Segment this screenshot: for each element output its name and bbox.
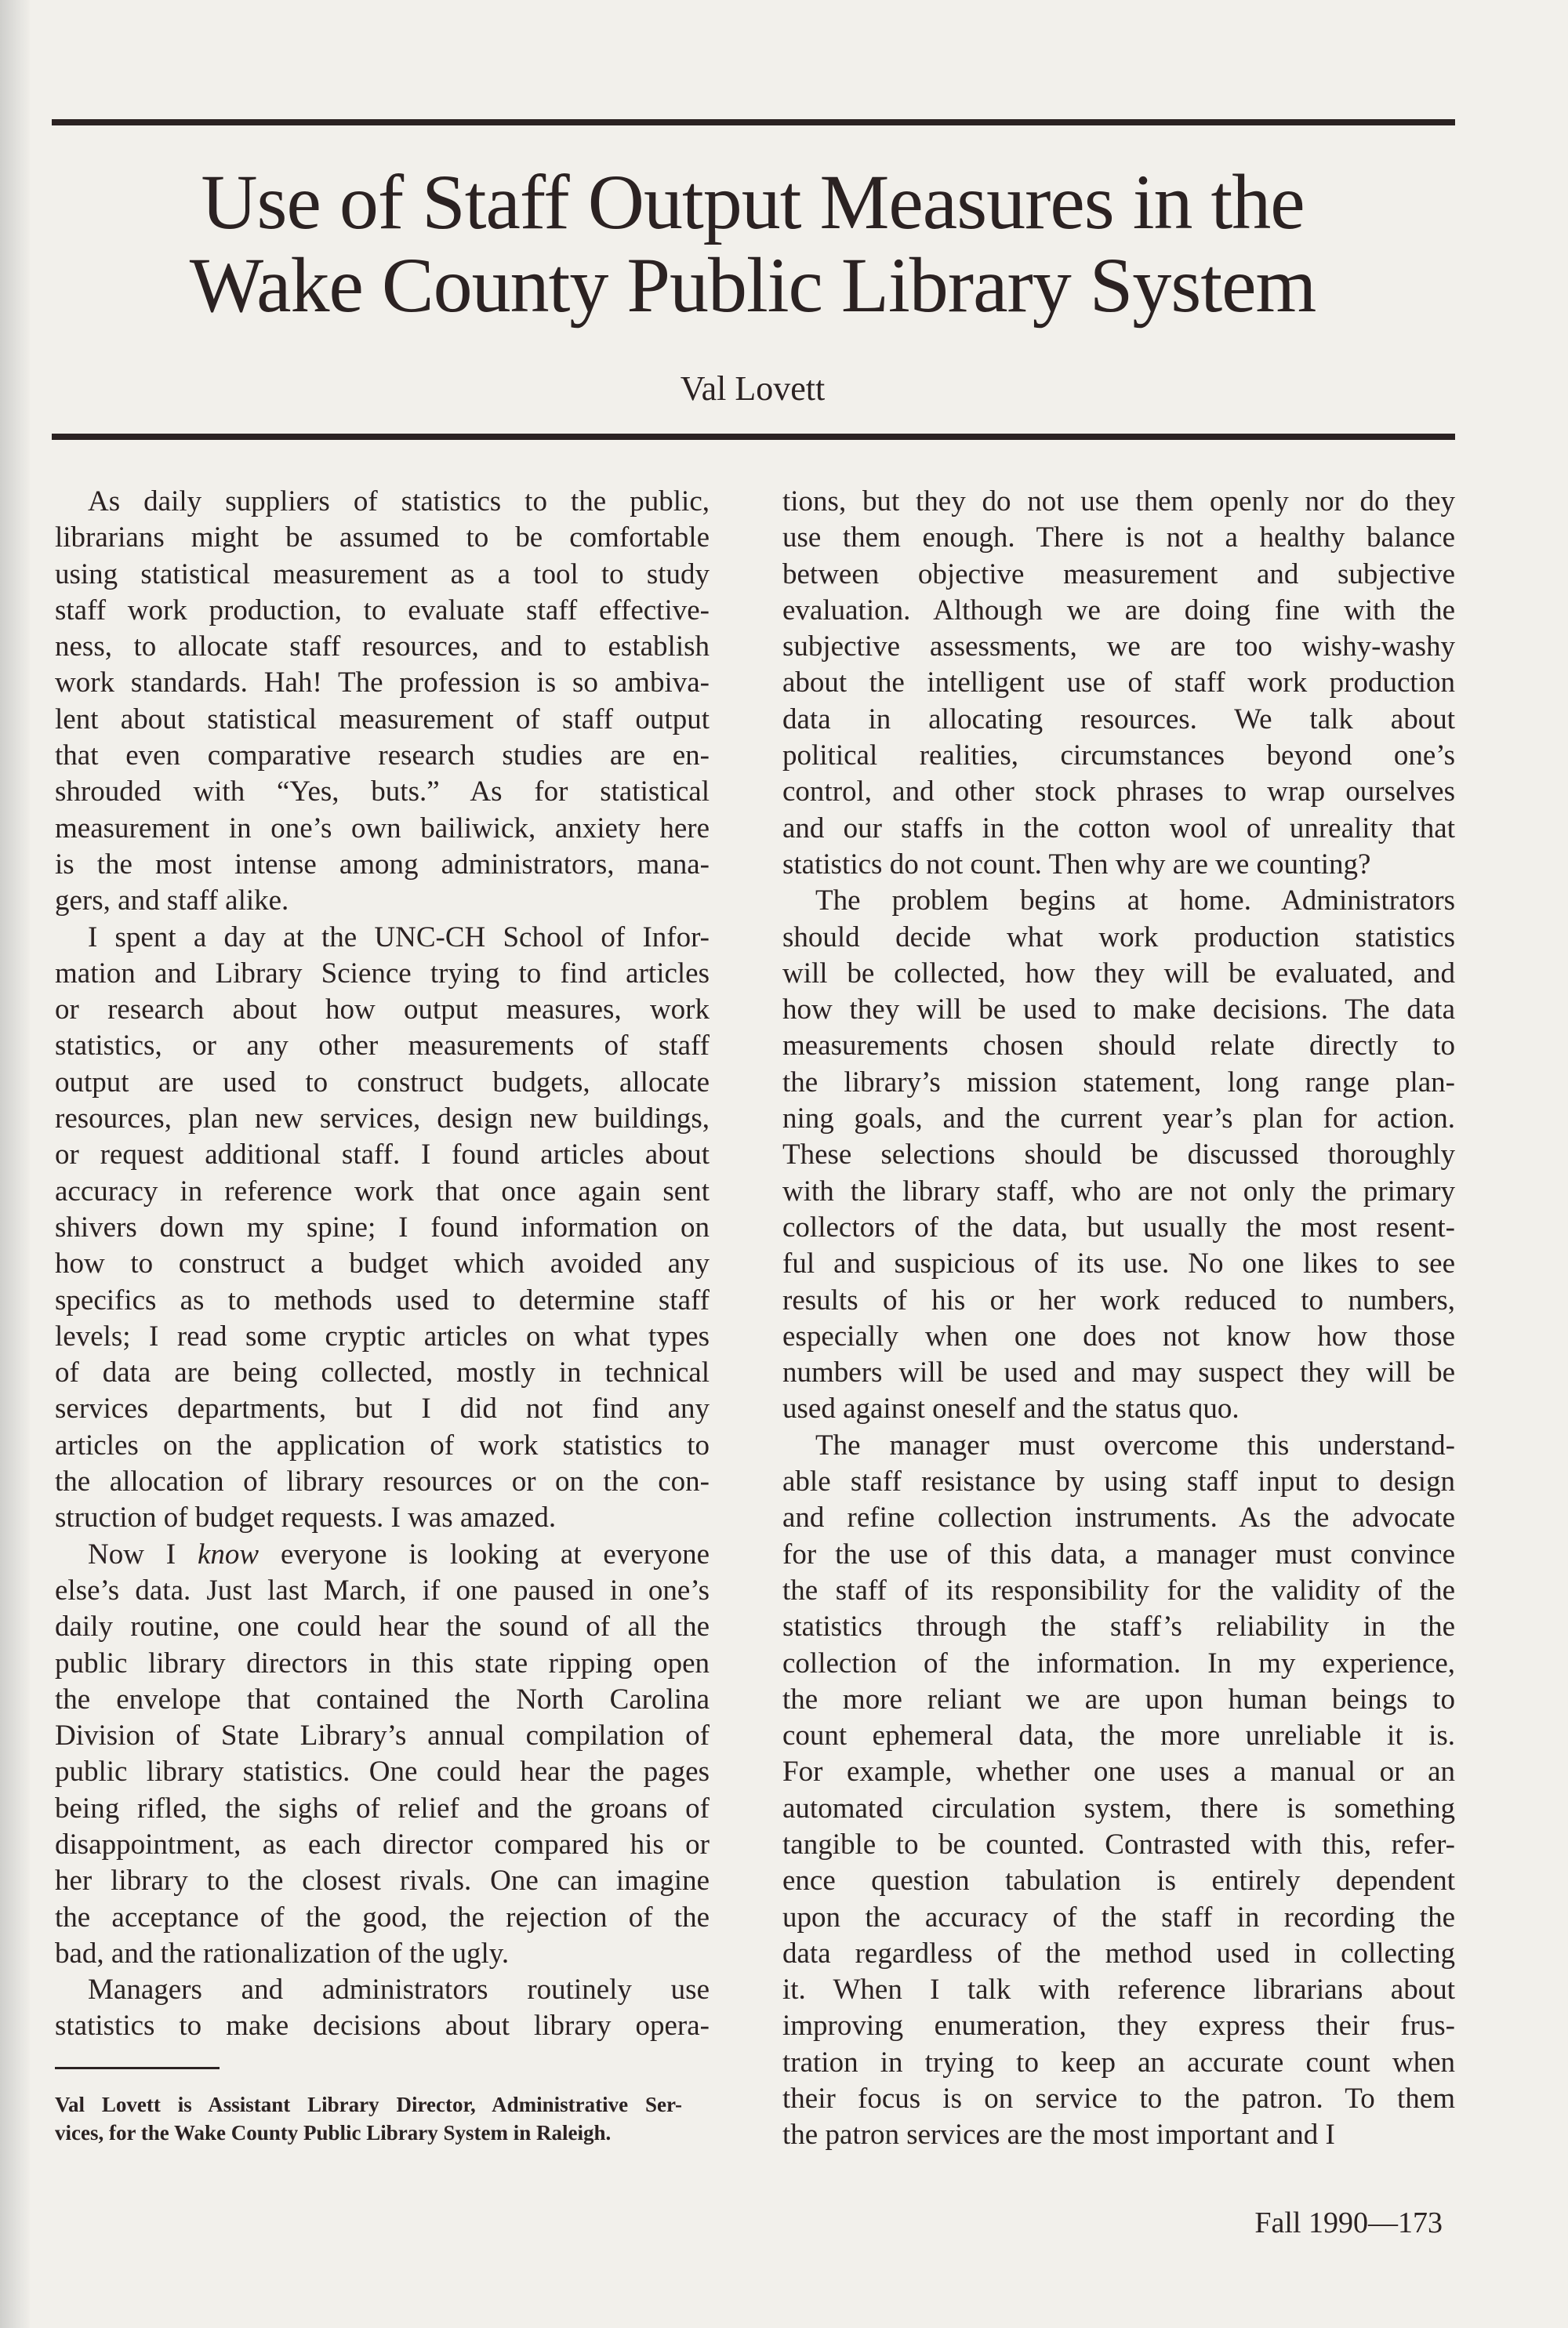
paragraph-line: of data are being collected, mostly in technical xyxy=(55,1356,710,1389)
paragraph-line: her library to the closest rivals. One can imagine xyxy=(55,1865,710,1898)
paragraph-line: The manager must overcome this understand- xyxy=(815,1429,1455,1462)
paragraph-line: As daily suppliers of statistics to the public, xyxy=(88,485,710,518)
paragraph-line: For example, whether one uses a manual or an xyxy=(782,1756,1455,1789)
paragraph-line: public library directors in this state ripping open xyxy=(55,1647,710,1680)
paragraph-line: how to construct a budget which avoided any xyxy=(55,1248,710,1280)
paragraph-line: their focus is on service to the patron. To them xyxy=(782,2083,1455,2116)
paragraph-line: improving enumeration, they express their frus- xyxy=(782,2010,1455,2043)
paragraph-line: count ephemeral data, the more unreliable it is. xyxy=(782,1720,1455,1752)
paragraph-line: bad, and the rationalization of the ugly. xyxy=(55,1937,510,1970)
paragraph-line: resources, plan new services, design new buildings, xyxy=(55,1102,710,1135)
author-byline: Val Lovett xyxy=(680,369,826,408)
paragraph-line: with the library staff, who are not only the primary xyxy=(782,1175,1455,1208)
paragraph-line: statistics to make decisions about library opera- xyxy=(55,2010,710,2043)
paragraph-line: struction of budget requests. I was amazed. xyxy=(55,1502,557,1534)
paragraph-line: collection of the information. In my experience, xyxy=(782,1647,1455,1680)
paragraph-line: and refine collection instruments. As the advocate xyxy=(782,1502,1455,1534)
text-run: Now I xyxy=(88,1538,198,1571)
paragraph-line: for the use of this data, a manager must convince xyxy=(782,1538,1455,1571)
paragraph-line: results of his or her work reduced to numbers, xyxy=(782,1284,1455,1317)
paragraph-line: collectors of the data, but usually the most resent- xyxy=(782,1211,1455,1244)
paragraph-line: subjective assessments, we are too wishy-washy xyxy=(782,630,1455,663)
paragraph-line: I spent a day at the UNC-CH School of Infor- xyxy=(88,921,710,953)
paragraph-line: the more reliant we are upon human beings to xyxy=(782,1683,1455,1716)
paragraph-line: evaluation. Although we are doing fine with the xyxy=(782,594,1455,626)
paragraph-line: it. When I talk with reference librarians about xyxy=(782,1974,1455,2007)
paragraph-line: specifics as to methods used to determine staff xyxy=(55,1284,710,1317)
paragraph-line: Managers and administrators routinely use xyxy=(88,1974,710,2007)
paragraph-line: upon the accuracy of the staff in recording the xyxy=(782,1901,1455,1934)
paragraph-line: daily routine, one could hear the sound of all the xyxy=(55,1611,710,1643)
paragraph-line: the patron services are the most important and I xyxy=(782,2119,1335,2152)
title-line: Wake County Public Library System xyxy=(189,242,1316,329)
paragraph-line: that even comparative research studies are en- xyxy=(55,739,710,772)
paragraph-line: disappointment, as each director compared his or xyxy=(55,1828,710,1861)
paragraph-line: measurement in one’s own bailiwick, anxiety here xyxy=(55,812,710,844)
paragraph-line: the acceptance of the good, the rejection of the xyxy=(55,1901,710,1934)
paragraph-line: statistics through the staff’s reliability in the xyxy=(782,1611,1455,1643)
paragraph-line: measurements chosen should relate directly to xyxy=(782,1030,1455,1062)
paragraph-line: able staff resistance by using staff input to design xyxy=(782,1465,1455,1498)
paragraph-line: shrouded with “Yes, buts.” As for statistical xyxy=(55,775,710,808)
article-title xyxy=(0,158,1505,329)
paragraph-line: lent about statistical measurement of staff output xyxy=(55,703,710,735)
paragraph-line: gers, and staff alike. xyxy=(55,884,289,917)
paragraph-line: especially when one does not know how those xyxy=(782,1320,1455,1353)
paragraph-line: data in allocating resources. We talk about xyxy=(782,703,1455,735)
paragraph-line: These selections should be discussed thoroughly xyxy=(782,1139,1455,1171)
paragraph-line: public library statistics. One could hear the pages xyxy=(55,1756,710,1789)
paragraph-line: The problem begins at home. Administrators xyxy=(815,884,1455,917)
emphasized-word: know xyxy=(197,1538,260,1571)
paragraph-line: control, and other stock phrases to wrap ourselves xyxy=(782,775,1455,808)
right-text-column xyxy=(782,484,1455,2154)
paragraph-line: and our staffs in the cotton wool of unreality that xyxy=(782,812,1455,844)
paragraph-line: ning goals, and the current year’s plan for action. xyxy=(782,1102,1455,1135)
paragraph-line: else’s data. Just last March, if one paused in one’s xyxy=(55,1574,710,1607)
paragraph-line: librarians might be assumed to be comfortable xyxy=(55,521,710,554)
footnote-rule xyxy=(55,2067,220,2069)
paragraph-line: used against oneself and the status quo. xyxy=(782,1393,1240,1425)
title-line: Use of Staff Output Measures in the xyxy=(201,158,1305,245)
paragraph-line: about the intelligent use of staff work production xyxy=(782,666,1455,699)
paragraph-line: using statistical measurement as a tool to study xyxy=(55,557,710,590)
paragraph-line: statistics do not count. Then why are we counting? xyxy=(782,848,1371,881)
paragraph-line: the allocation of library resources or on the con- xyxy=(55,1465,710,1498)
paragraph-line: automated circulation system, there is something xyxy=(782,1792,1455,1825)
paragraph-line: mation and Library Science trying to find articles xyxy=(55,957,710,990)
paragraph-line: the staff of its responsibility for the validity of the xyxy=(782,1574,1455,1607)
paragraph-line: the library’s mission statement, long range plan- xyxy=(782,1066,1455,1099)
paragraph-line: levels; I read some cryptic articles on what types xyxy=(55,1320,710,1353)
paragraph-line: how they will be used to make decisions. The data xyxy=(782,993,1455,1026)
paragraph-line: services departments, but I did not find any xyxy=(55,1393,710,1425)
paragraph-line: ence question tabulation is entirely dependent xyxy=(782,1865,1455,1898)
paragraph-line: the envelope that contained the North Carolina xyxy=(55,1683,710,1716)
page-footer: Fall 1990—173 xyxy=(1254,2206,1443,2239)
footnote-line: Val Lovett is Assistant Library Director, Administrative Ser- xyxy=(55,2093,682,2116)
paragraph-line: numbers will be used and may suspect they will be xyxy=(782,1356,1455,1389)
text-run: everyone is looking at everyone xyxy=(259,1538,710,1571)
paragraph-line: ful and suspicious of its use. No one likes to see xyxy=(782,1248,1455,1280)
paragraph-line: output are used to construct budgets, allocate xyxy=(55,1066,710,1099)
paragraph-line: should decide what work production statistics xyxy=(782,921,1455,953)
paragraph-line: between objective measurement and subjective xyxy=(782,557,1455,590)
paragraph-line: staff work production, to evaluate staff effective- xyxy=(55,594,710,626)
paragraph-line: accuracy in reference work that once again sent xyxy=(55,1175,710,1208)
paragraph-line: data regardless of the method used in collecting xyxy=(782,1937,1455,1970)
paragraph-line: articles on the application of work statistics to xyxy=(55,1429,710,1462)
paragraph-line: is the most intense among administrators, mana- xyxy=(55,848,710,881)
paragraph-line: will be collected, how they will be evaluated, and xyxy=(782,957,1455,990)
left-text-column xyxy=(55,484,710,2045)
paragraph-line: tration in trying to keep an accurate count when xyxy=(782,2046,1455,2079)
paragraph-line: ness, to allocate staff resources, and to establish xyxy=(55,630,710,663)
header-bottom-rule xyxy=(52,434,1455,440)
paragraph-line: shivers down my spine; I found information on xyxy=(55,1211,710,1244)
paragraph-line: statistics, or any other measurements of staff xyxy=(55,1030,710,1062)
paragraph-line xyxy=(55,1537,710,1573)
paragraph-line: being rifled, the sighs of relief and the groans of xyxy=(55,1792,710,1825)
paragraph-line: Division of State Library’s annual compilation of xyxy=(55,1720,710,1752)
paragraph-line: tions, but they do not use them openly nor do they xyxy=(782,485,1455,518)
paragraph-line: or research about how output measures, work xyxy=(55,993,710,1026)
paragraph-line: use them enough. There is not a healthy balance xyxy=(782,521,1455,554)
paragraph-line: work standards. Hah! The profession is so ambiva- xyxy=(55,666,710,699)
footnote-line: vices, for the Wake County Public Library System in Raleigh. xyxy=(55,2121,612,2145)
author-footnote xyxy=(55,2090,682,2147)
paragraph-line: political realities, circumstances beyond one’s xyxy=(782,739,1455,772)
paragraph-line: tangible to be counted. Contrasted with this, refer- xyxy=(782,1828,1455,1861)
page-edge-shadow xyxy=(0,0,30,2328)
top-rule xyxy=(52,119,1455,125)
paragraph-line: or request additional staff. I found articles about xyxy=(55,1139,710,1171)
